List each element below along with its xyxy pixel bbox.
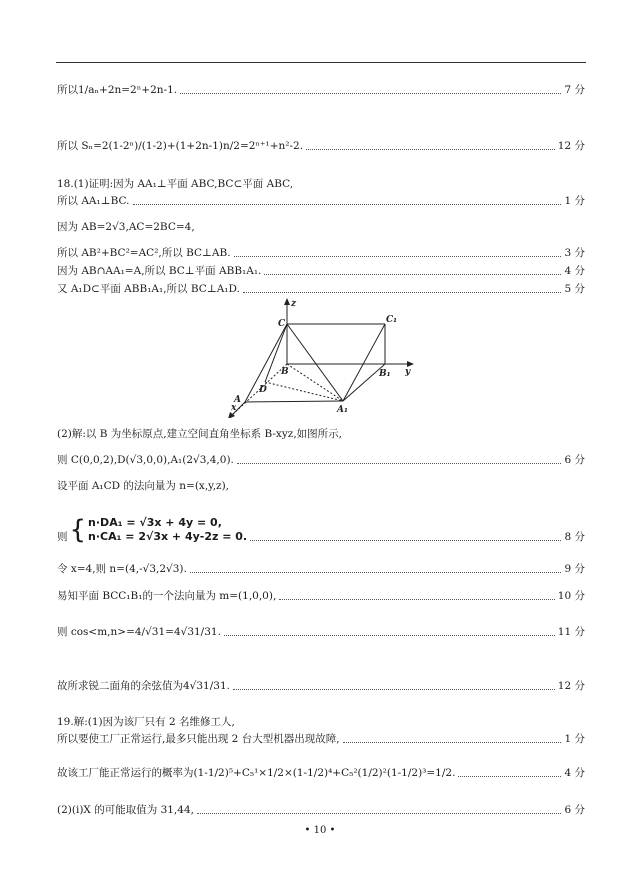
solution-line <box>57 563 585 576</box>
leader-dots <box>343 742 562 743</box>
edge-c1-a1 <box>343 324 385 401</box>
prism-diagram <box>225 298 420 418</box>
line-score: 4 分 <box>564 265 585 277</box>
label-b: B <box>281 367 289 377</box>
leader-dots <box>133 204 562 205</box>
line-text: 故该工厂能正常运行的概率为(1-1/2)⁵+C₅¹×1/2×(1-1/2)⁴+C₅²(1/2)²(1-1/2)³=1/2. <box>57 767 456 779</box>
solution-line <box>57 247 585 260</box>
leader-dots <box>234 256 562 257</box>
line-text: 所以1/aₙ+2n=2ⁿ+2n-1. <box>57 84 178 96</box>
solution-line <box>57 140 585 153</box>
solution-line <box>57 283 585 296</box>
line-score: 8 分 <box>564 531 585 543</box>
line-text: 因为 AB∩AA₁=A,所以 BC⊥平面 ABB₁A₁. <box>57 265 262 277</box>
line-text: 故所求锐二面角的余弦值为4√31/31. <box>57 680 230 692</box>
line-text: (2)解:以 B 为坐标原点,建立空间直角坐标系 B-xyz,如图所示, <box>57 428 342 440</box>
brace-glyph: { <box>69 515 87 545</box>
leader-dots <box>264 274 561 275</box>
prism-figure <box>225 298 420 418</box>
leader-dots <box>197 813 561 814</box>
equation-1: n·DA₁ = √3x + 4y = 0, <box>88 516 222 529</box>
line-text: 又 A₁D⊂平面 ABB₁A₁,所以 BC⊥A₁D. <box>57 283 240 295</box>
label-c1: C₁ <box>386 315 398 325</box>
line-score: 6 分 <box>564 454 585 466</box>
line-text: 设平面 A₁CD 的法向量为 n=(x,y,z), <box>57 480 230 492</box>
solution-line <box>57 804 585 817</box>
solution-line <box>57 733 585 746</box>
label-c: C <box>278 319 286 329</box>
label-z: z <box>291 299 297 309</box>
line-text: 令 x=4,则 n=(4,-√3,2√3). <box>57 563 187 575</box>
line-text: 19.解:(1)因为该厂只有 2 名维修工人, <box>57 716 235 728</box>
line-text: 所以 AA₁⊥BC. <box>57 195 130 207</box>
edge-a-a1 <box>245 401 343 402</box>
leader-dots <box>237 463 562 464</box>
line-score: 1 分 <box>564 195 585 207</box>
z-arrow <box>284 298 290 305</box>
solution-line <box>57 767 585 780</box>
line-score: 4 分 <box>564 767 585 779</box>
edge-c-a1 <box>287 324 343 401</box>
line-score: 12 分 <box>557 680 585 692</box>
line-text: 18.(1)证明:因为 AA₁⊥平面 ABC,BC⊂平面 ABC, <box>57 178 294 190</box>
line-text: 易知平面 BCC₁B₁的一个法向量为 m=(1,0,0), <box>57 590 277 602</box>
line-text: 因为 AB=2√3,AC=2BC=4, <box>57 221 195 233</box>
leader-dots <box>250 540 561 541</box>
equation-system <box>70 516 248 544</box>
line-score: 10 分 <box>557 590 585 602</box>
label-b1: B₁ <box>379 369 391 379</box>
leader-dots <box>190 572 562 573</box>
leader-dots <box>233 689 555 690</box>
leader-dots <box>180 93 561 94</box>
label-y: y <box>405 367 411 377</box>
page-number: • 10 • <box>304 825 336 836</box>
solution-line <box>57 265 585 278</box>
leader-dots <box>243 292 562 293</box>
line-text: 所以要使工厂正常运行,最多只能出现 2 台大型机器出现故障, <box>57 733 340 745</box>
solution-line <box>57 84 585 97</box>
leader-dots <box>306 149 555 150</box>
solution-line <box>57 626 585 639</box>
line-score: 9 分 <box>564 563 585 575</box>
solution-line <box>57 516 585 544</box>
label-a: A <box>234 395 241 405</box>
solution-line <box>57 590 585 603</box>
line-text: 则 <box>57 531 68 543</box>
line-score: 5 分 <box>564 283 585 295</box>
solution-line <box>57 454 585 467</box>
line-score: 7 分 <box>564 84 585 96</box>
line-score: 6 分 <box>564 804 585 816</box>
line-text: 则 C(0,0,2),D(√3,0,0),A₁(2√3,4,0). <box>57 454 234 466</box>
solution-line <box>57 680 585 693</box>
line-score: 1 分 <box>564 733 585 745</box>
label-d: D <box>259 385 267 395</box>
line-score: 12 分 <box>557 140 585 152</box>
equation-2: n·CA₁ = 2√3x + 4y-2z = 0. <box>88 530 248 543</box>
label-a1: A₁ <box>337 405 348 415</box>
edge-b-a1 <box>287 364 343 401</box>
line-text: 则 cos<m,n>=4/√31=4√31/31. <box>57 626 221 638</box>
leader-dots <box>458 776 561 777</box>
line-score: 3 分 <box>564 247 585 259</box>
line-text: 所以 AB²+BC²=AC²,所以 BC⊥AB. <box>57 247 231 259</box>
line-text: 所以 Sₙ=2(1-2ⁿ)/(1-2)+(1+2n-1)n/2=2ⁿ⁺¹+n²-2. <box>57 140 304 152</box>
line-text: (2)(ⅰ)X 的可能取值为 31,44, <box>57 804 194 816</box>
leader-dots <box>279 599 555 600</box>
leader-dots <box>224 635 555 636</box>
line-score: 11 分 <box>557 626 585 638</box>
label-x: x <box>231 403 237 413</box>
header-rule <box>56 62 586 63</box>
solution-line <box>57 195 585 208</box>
